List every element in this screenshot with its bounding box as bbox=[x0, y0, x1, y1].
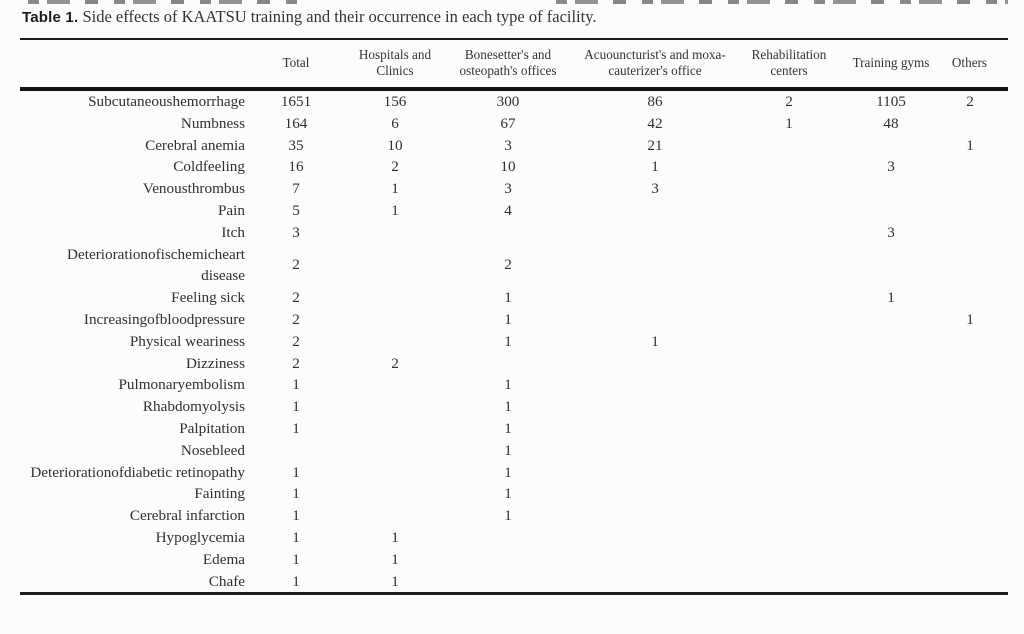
count-cell bbox=[568, 244, 742, 288]
side-effects-table bbox=[20, 38, 1008, 595]
count-cell bbox=[836, 178, 946, 200]
count-cell bbox=[568, 571, 742, 594]
count-cell: 2 bbox=[292, 354, 300, 372]
count-cell bbox=[742, 374, 836, 396]
count-cell bbox=[742, 418, 836, 440]
count-cell: 1 bbox=[504, 463, 512, 481]
count-cell: 7 bbox=[292, 180, 300, 198]
side-effect-label: Feeling sick bbox=[171, 289, 245, 307]
count-cell bbox=[946, 505, 1008, 527]
count-cell bbox=[836, 309, 946, 331]
column-header-side-effect bbox=[20, 39, 250, 89]
count-cell: 2 bbox=[292, 332, 300, 350]
count-cell bbox=[568, 353, 742, 375]
table-row bbox=[20, 89, 1008, 113]
table-header bbox=[20, 39, 1008, 89]
count-cell bbox=[946, 331, 1008, 353]
count-cell bbox=[568, 418, 742, 440]
count-cell bbox=[742, 462, 836, 484]
count-cell: 2 bbox=[504, 256, 512, 274]
table-caption-label: Table 1. bbox=[22, 9, 79, 26]
count-cell: 2 bbox=[292, 256, 300, 274]
count-cell bbox=[836, 527, 946, 549]
side-effect-label: Numbness bbox=[180, 114, 245, 132]
count-cell bbox=[836, 462, 946, 484]
count-cell: 1651 bbox=[280, 93, 312, 110]
table-row bbox=[20, 483, 1008, 505]
count-cell bbox=[836, 135, 946, 157]
count-cell: 1 bbox=[292, 463, 300, 481]
count-cell bbox=[742, 287, 836, 309]
count-cell: 10 bbox=[500, 158, 516, 176]
count-cell bbox=[742, 135, 836, 157]
side-effect-label: Hypoglycemia bbox=[155, 528, 245, 546]
table-row bbox=[20, 113, 1008, 135]
count-cell: 3 bbox=[504, 136, 512, 154]
column-header-rehabilitation: Rehabilitation centers bbox=[742, 39, 836, 89]
count-cell: 3 bbox=[504, 180, 512, 198]
count-cell bbox=[946, 374, 1008, 396]
side-effect-label: Itch bbox=[221, 223, 245, 241]
side-effect-label: Palpitation bbox=[179, 419, 245, 437]
side-effect-label: Cerebral infarction bbox=[129, 507, 245, 525]
column-header-total: Total bbox=[250, 39, 342, 89]
count-cell: 1 bbox=[504, 289, 512, 307]
scan-artifact-left bbox=[28, 0, 303, 4]
count-cell bbox=[342, 462, 448, 484]
count-cell: 2 bbox=[391, 158, 399, 176]
count-cell: 2 bbox=[785, 93, 793, 110]
count-cell: 1 bbox=[391, 201, 399, 219]
count-cell bbox=[342, 396, 448, 418]
table-row bbox=[20, 462, 1008, 484]
count-cell bbox=[742, 178, 836, 200]
side-effect-label: Deteriorationofischemicheart disease bbox=[67, 245, 245, 285]
count-cell: 1105 bbox=[876, 93, 906, 110]
count-cell bbox=[836, 549, 946, 571]
count-cell: 1 bbox=[292, 572, 300, 590]
side-effect-label: Coldfeeling bbox=[173, 158, 245, 176]
table-header-row bbox=[20, 39, 1008, 89]
count-cell bbox=[742, 244, 836, 288]
table-body bbox=[20, 89, 1008, 594]
table-row bbox=[20, 156, 1008, 178]
side-effect-label: Chafe bbox=[208, 572, 245, 590]
count-cell bbox=[342, 222, 448, 244]
table-caption bbox=[22, 7, 597, 27]
count-cell: 1 bbox=[504, 485, 512, 503]
column-header-training-gyms: Training gyms bbox=[836, 39, 946, 89]
count-cell bbox=[568, 396, 742, 418]
table-row bbox=[20, 222, 1008, 244]
count-cell: 86 bbox=[647, 93, 663, 110]
side-effect-label: Venousthrombus bbox=[142, 180, 245, 198]
count-cell: 1 bbox=[292, 419, 300, 437]
side-effect-label: Pulmonaryembolism bbox=[118, 376, 245, 394]
count-cell: 1 bbox=[292, 528, 300, 546]
count-cell: 42 bbox=[647, 114, 663, 132]
count-cell bbox=[836, 353, 946, 375]
count-cell bbox=[742, 505, 836, 527]
table-row bbox=[20, 374, 1008, 396]
side-effects-table-wrap bbox=[20, 38, 1008, 595]
side-effect-label: Subcutaneoushemorrhage bbox=[88, 93, 245, 110]
count-cell: 2 bbox=[292, 289, 300, 307]
count-cell bbox=[568, 309, 742, 331]
count-cell bbox=[946, 113, 1008, 135]
count-cell bbox=[836, 374, 946, 396]
count-cell bbox=[342, 287, 448, 309]
count-cell bbox=[448, 571, 568, 594]
column-header-hospitals: Hospitals and Clinics bbox=[342, 39, 448, 89]
count-cell: 1 bbox=[504, 376, 512, 394]
table-row bbox=[20, 418, 1008, 440]
count-cell: 5 bbox=[292, 201, 300, 219]
count-cell bbox=[836, 505, 946, 527]
table-row bbox=[20, 440, 1008, 462]
count-cell bbox=[568, 200, 742, 222]
table-row bbox=[20, 396, 1008, 418]
count-cell bbox=[448, 353, 568, 375]
count-cell: 4 bbox=[504, 201, 512, 219]
count-cell bbox=[742, 396, 836, 418]
count-cell bbox=[946, 396, 1008, 418]
count-cell bbox=[342, 331, 448, 353]
count-cell bbox=[568, 549, 742, 571]
count-cell bbox=[742, 200, 836, 222]
table-row bbox=[20, 309, 1008, 331]
count-cell bbox=[342, 244, 448, 288]
table-row bbox=[20, 178, 1008, 200]
side-effect-label: Dizziness bbox=[185, 354, 245, 372]
count-cell bbox=[946, 440, 1008, 462]
count-cell bbox=[946, 483, 1008, 505]
table-row bbox=[20, 549, 1008, 571]
table-row bbox=[20, 331, 1008, 353]
side-effect-label: Increasingofbloodpressure bbox=[83, 310, 245, 328]
count-cell: 1 bbox=[292, 485, 300, 503]
count-cell: 1 bbox=[651, 158, 659, 176]
count-cell: 2 bbox=[292, 310, 300, 328]
count-cell bbox=[568, 483, 742, 505]
table-row bbox=[20, 244, 1008, 288]
count-cell bbox=[742, 331, 836, 353]
count-cell bbox=[946, 549, 1008, 571]
count-cell: 1 bbox=[504, 441, 512, 459]
side-effect-label: Nosebleed bbox=[180, 441, 245, 459]
count-cell bbox=[342, 440, 448, 462]
count-cell bbox=[946, 200, 1008, 222]
count-cell: 6 bbox=[391, 114, 399, 132]
count-cell bbox=[946, 287, 1008, 309]
count-cell: 48 bbox=[883, 114, 899, 132]
count-cell bbox=[568, 440, 742, 462]
count-cell bbox=[342, 483, 448, 505]
count-cell bbox=[946, 244, 1008, 288]
count-cell bbox=[742, 353, 836, 375]
table-row bbox=[20, 287, 1008, 309]
table-row bbox=[20, 527, 1008, 549]
table-caption-text: Side effects of KAATSU training and their occurrence in each type of facility. bbox=[82, 7, 597, 26]
column-header-others: Others bbox=[946, 39, 1008, 89]
count-cell: 2 bbox=[391, 354, 399, 372]
count-cell bbox=[836, 418, 946, 440]
count-cell bbox=[836, 200, 946, 222]
count-cell: 1 bbox=[292, 398, 300, 416]
count-cell: 1 bbox=[292, 550, 300, 568]
count-cell bbox=[742, 440, 836, 462]
side-effect-label: Cerebral anemia bbox=[145, 136, 245, 154]
count-cell bbox=[342, 374, 448, 396]
count-cell bbox=[568, 287, 742, 309]
count-cell: 1 bbox=[504, 507, 512, 525]
count-cell: 10 bbox=[387, 136, 403, 154]
count-cell: 1 bbox=[504, 310, 512, 328]
count-cell: 35 bbox=[288, 136, 304, 154]
count-cell bbox=[250, 440, 342, 462]
count-cell bbox=[742, 222, 836, 244]
table-row bbox=[20, 505, 1008, 527]
count-cell bbox=[568, 462, 742, 484]
count-cell bbox=[742, 309, 836, 331]
count-cell bbox=[342, 418, 448, 440]
count-cell bbox=[742, 156, 836, 178]
count-cell: 1 bbox=[292, 507, 300, 525]
count-cell bbox=[946, 222, 1008, 244]
count-cell bbox=[568, 222, 742, 244]
count-cell: 1 bbox=[391, 528, 399, 546]
count-cell: 3 bbox=[887, 223, 895, 241]
count-cell: 2 bbox=[966, 93, 974, 110]
count-cell bbox=[448, 549, 568, 571]
count-cell: 1 bbox=[887, 289, 895, 307]
count-cell: 16 bbox=[288, 158, 304, 176]
table-row bbox=[20, 353, 1008, 375]
column-header-bonesetters: Bonesetter's and osteopath's offices bbox=[448, 39, 568, 89]
table-row bbox=[20, 571, 1008, 594]
count-cell bbox=[568, 527, 742, 549]
side-effect-label: Rhabdomyolysis bbox=[142, 398, 245, 416]
side-effect-label: Fainting bbox=[194, 485, 245, 503]
count-cell: 3 bbox=[887, 158, 895, 176]
count-cell: 1 bbox=[966, 136, 974, 154]
count-cell bbox=[836, 440, 946, 462]
count-cell bbox=[742, 483, 836, 505]
count-cell bbox=[946, 418, 1008, 440]
count-cell bbox=[946, 178, 1008, 200]
count-cell: 1 bbox=[504, 332, 512, 350]
count-cell: 3 bbox=[292, 223, 300, 241]
side-effect-label: Deteriorationofdiabetic retinopathy bbox=[30, 463, 245, 481]
count-cell bbox=[946, 571, 1008, 594]
count-cell: 1 bbox=[391, 180, 399, 198]
count-cell bbox=[836, 571, 946, 594]
count-cell: 1 bbox=[785, 114, 793, 132]
side-effect-label: Pain bbox=[217, 201, 245, 219]
count-cell: 300 bbox=[496, 93, 520, 110]
scan-artifact-right bbox=[556, 0, 1008, 4]
count-cell: 1 bbox=[292, 376, 300, 394]
count-cell bbox=[836, 396, 946, 418]
side-effect-label: Physical weariness bbox=[129, 332, 245, 350]
count-cell bbox=[448, 222, 568, 244]
table-row bbox=[20, 200, 1008, 222]
count-cell: 1 bbox=[651, 332, 659, 350]
count-cell bbox=[342, 505, 448, 527]
count-cell: 164 bbox=[284, 114, 308, 132]
count-cell bbox=[568, 374, 742, 396]
count-cell bbox=[742, 527, 836, 549]
count-cell: 3 bbox=[651, 180, 659, 198]
count-cell bbox=[946, 462, 1008, 484]
count-cell: 1 bbox=[966, 310, 974, 328]
column-header-acupuncturists: Acuouncturist's and moxa-cauterizer's office bbox=[568, 39, 742, 89]
count-cell: 1 bbox=[391, 572, 399, 590]
count-cell bbox=[742, 571, 836, 594]
side-effect-label: Edema bbox=[202, 550, 245, 568]
count-cell bbox=[946, 353, 1008, 375]
count-cell bbox=[836, 483, 946, 505]
count-cell: 156 bbox=[383, 93, 407, 110]
count-cell bbox=[742, 549, 836, 571]
count-cell: 67 bbox=[500, 114, 516, 132]
count-cell bbox=[946, 527, 1008, 549]
count-cell bbox=[448, 527, 568, 549]
count-cell bbox=[836, 244, 946, 288]
count-cell: 1 bbox=[391, 550, 399, 568]
count-cell: 21 bbox=[647, 136, 663, 154]
count-cell: 1 bbox=[504, 419, 512, 437]
count-cell: 1 bbox=[504, 398, 512, 416]
table-row bbox=[20, 135, 1008, 157]
count-cell bbox=[836, 331, 946, 353]
count-cell bbox=[342, 309, 448, 331]
count-cell bbox=[946, 156, 1008, 178]
count-cell bbox=[568, 505, 742, 527]
